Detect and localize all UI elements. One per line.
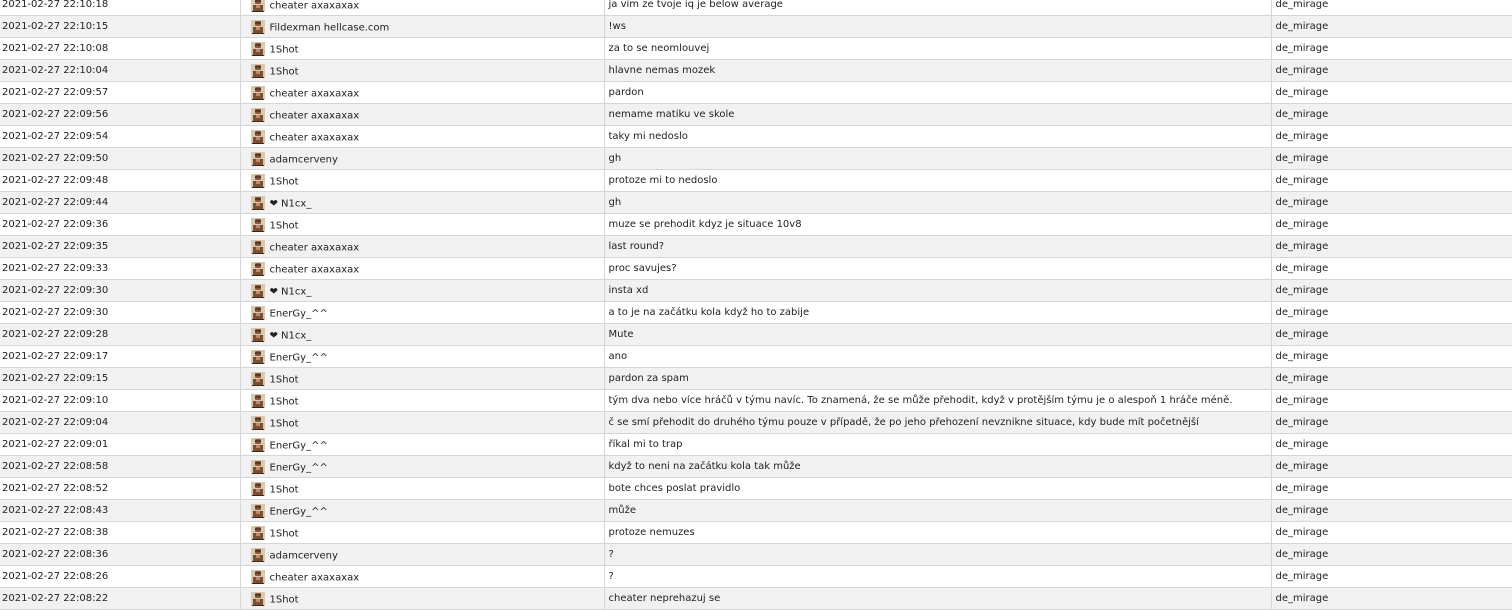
timestamp-cell: 2021-02-27 22:08:36 — [0, 544, 240, 566]
chat-row — [0, 280, 1512, 302]
map-cell: de_mirage — [1271, 456, 1512, 478]
player-cell[interactable] — [240, 38, 604, 60]
timestamp-cell: 2021-02-27 22:09:30 — [0, 280, 240, 302]
map-cell: de_mirage — [1271, 324, 1512, 346]
chat-row — [0, 60, 1512, 82]
player-avatar-icon — [251, 526, 265, 540]
timestamp-cell: 2021-02-27 22:09:44 — [0, 192, 240, 214]
player-avatar-icon — [251, 394, 265, 408]
chat-row — [0, 412, 1512, 434]
message-cell: pardon za spam — [604, 368, 1271, 390]
player-avatar-icon — [251, 438, 265, 452]
player-name: cheater axaxaxax — [269, 0, 360, 11]
player-name: EnerGy_^^ — [269, 352, 328, 363]
player-name: 1Shot — [269, 418, 299, 429]
player-avatar-icon — [251, 328, 265, 342]
chat-row — [0, 346, 1512, 368]
map-cell: de_mirage — [1271, 38, 1512, 60]
message-cell: ? — [604, 566, 1271, 588]
player-avatar-icon — [251, 174, 265, 188]
chat-row — [0, 434, 1512, 456]
player-avatar-icon — [251, 218, 265, 232]
player-cell[interactable] — [240, 214, 604, 236]
timestamp-cell: 2021-02-27 22:08:52 — [0, 478, 240, 500]
map-cell: de_mirage — [1271, 368, 1512, 390]
player-avatar-icon — [251, 284, 265, 298]
chat-row — [0, 500, 1512, 522]
player-avatar-icon — [251, 196, 265, 210]
player-cell[interactable] — [240, 236, 604, 258]
player-avatar-icon — [251, 460, 265, 474]
player-cell[interactable] — [240, 82, 604, 104]
chat-row — [0, 126, 1512, 148]
timestamp-cell: 2021-02-27 22:09:56 — [0, 104, 240, 126]
timestamp-cell: 2021-02-27 22:10:15 — [0, 16, 240, 38]
message-cell: !ws — [604, 16, 1271, 38]
player-cell[interactable] — [240, 280, 604, 302]
message-cell: ja vim ze tvoje iq je below average — [604, 0, 1271, 16]
player-avatar-icon — [251, 20, 265, 34]
timestamp-cell: 2021-02-27 22:09:01 — [0, 434, 240, 456]
map-cell: de_mirage — [1271, 566, 1512, 588]
message-cell: gh — [604, 192, 1271, 214]
player-name: adamcerveny — [269, 550, 338, 561]
timestamp-cell: 2021-02-27 22:08:22 — [0, 588, 240, 610]
map-cell: de_mirage — [1271, 302, 1512, 324]
player-avatar-icon — [251, 372, 265, 386]
map-cell: de_mirage — [1271, 126, 1512, 148]
map-cell: de_mirage — [1271, 170, 1512, 192]
message-cell: gh — [604, 148, 1271, 170]
chat-row — [0, 302, 1512, 324]
chat-row — [0, 390, 1512, 412]
map-cell: de_mirage — [1271, 346, 1512, 368]
message-cell: bote chces poslat pravidlo — [604, 478, 1271, 500]
player-cell[interactable] — [240, 60, 604, 82]
player-avatar-icon — [251, 306, 265, 320]
timestamp-cell: 2021-02-27 22:09:10 — [0, 390, 240, 412]
timestamp-cell: 2021-02-27 22:09:35 — [0, 236, 240, 258]
message-cell: může — [604, 500, 1271, 522]
chat-row — [0, 544, 1512, 566]
player-cell[interactable] — [240, 500, 604, 522]
player-avatar-icon — [251, 350, 265, 364]
map-cell: de_mirage — [1271, 192, 1512, 214]
player-avatar-icon — [251, 548, 265, 562]
map-cell: de_mirage — [1271, 236, 1512, 258]
player-name: 1Shot — [269, 594, 299, 605]
timestamp-cell: 2021-02-27 22:09:48 — [0, 170, 240, 192]
message-cell: nemame matiku ve skole — [604, 104, 1271, 126]
player-avatar-icon — [251, 42, 265, 56]
timestamp-cell: 2021-02-27 22:10:18 — [0, 0, 240, 16]
player-avatar-icon — [251, 570, 265, 584]
player-avatar-icon — [251, 240, 265, 254]
timestamp-cell: 2021-02-27 22:09:28 — [0, 324, 240, 346]
player-name: 1Shot — [269, 220, 299, 231]
player-name: cheater axaxaxax — [269, 264, 360, 275]
player-avatar-icon — [251, 592, 265, 606]
timestamp-cell: 2021-02-27 22:10:08 — [0, 38, 240, 60]
message-cell: protoze mi to nedoslo — [604, 170, 1271, 192]
player-name: 1Shot — [269, 374, 299, 385]
player-cell[interactable] — [240, 324, 604, 346]
message-cell: ? — [604, 544, 1271, 566]
player-cell[interactable] — [240, 544, 604, 566]
player-name: EnerGy_^^ — [269, 440, 328, 451]
player-cell[interactable] — [240, 16, 604, 38]
player-name: adamcerveny — [269, 154, 338, 165]
player-cell[interactable] — [240, 192, 604, 214]
map-cell: de_mirage — [1271, 82, 1512, 104]
player-cell[interactable] — [240, 126, 604, 148]
chat-row — [0, 0, 1512, 16]
player-avatar-icon — [251, 130, 265, 144]
player-name: cheater axaxaxax — [269, 88, 360, 99]
player-cell[interactable] — [240, 104, 604, 126]
player-name: Fildexman hellcase.com — [269, 22, 390, 33]
timestamp-cell: 2021-02-27 22:09:30 — [0, 302, 240, 324]
player-name: EnerGy_^^ — [269, 462, 328, 473]
player-name: 1Shot — [269, 528, 299, 539]
map-cell: de_mirage — [1271, 588, 1512, 610]
message-cell: insta xd — [604, 280, 1271, 302]
timestamp-cell: 2021-02-27 22:08:38 — [0, 522, 240, 544]
chat-row — [0, 588, 1512, 610]
player-cell[interactable] — [240, 346, 604, 368]
player-cell[interactable] — [240, 588, 604, 610]
player-avatar-icon — [251, 504, 265, 518]
player-name: ❤ N1cx_ — [269, 286, 312, 297]
map-cell: de_mirage — [1271, 60, 1512, 82]
timestamp-cell: 2021-02-27 22:09:36 — [0, 214, 240, 236]
map-cell: de_mirage — [1271, 104, 1512, 126]
timestamp-cell: 2021-02-27 22:09:57 — [0, 82, 240, 104]
player-name: 1Shot — [269, 396, 299, 407]
chat-row — [0, 478, 1512, 500]
player-name: 1Shot — [269, 176, 299, 187]
player-cell[interactable] — [240, 390, 604, 412]
player-name: EnerGy_^^ — [269, 506, 328, 517]
player-name: cheater axaxaxax — [269, 242, 360, 253]
player-avatar-icon — [251, 108, 265, 122]
chat-row — [0, 82, 1512, 104]
timestamp-cell: 2021-02-27 22:09:33 — [0, 258, 240, 280]
player-name: 1Shot — [269, 44, 299, 55]
player-avatar-icon — [251, 416, 265, 430]
player-cell[interactable] — [240, 368, 604, 390]
map-cell: de_mirage — [1271, 390, 1512, 412]
map-cell: de_mirage — [1271, 412, 1512, 434]
player-cell[interactable] — [240, 0, 604, 16]
message-cell: tým dva nebo více hráčů v týmu navíc. To znamená, že se může přehodit, když v protějším týmu je o alespoň 1 hráče méně. — [604, 390, 1271, 412]
message-cell: pardon — [604, 82, 1271, 104]
chat-row — [0, 38, 1512, 60]
player-avatar-icon — [251, 152, 265, 166]
player-cell[interactable] — [240, 148, 604, 170]
map-cell: de_mirage — [1271, 16, 1512, 38]
message-cell: ano — [604, 346, 1271, 368]
chat-row — [0, 368, 1512, 390]
player-name: 1Shot — [269, 66, 299, 77]
player-cell[interactable] — [240, 258, 604, 280]
timestamp-cell: 2021-02-27 22:08:43 — [0, 500, 240, 522]
player-name: cheater axaxaxax — [269, 110, 360, 121]
timestamp-cell: 2021-02-27 22:09:15 — [0, 368, 240, 390]
timestamp-cell: 2021-02-27 22:09:50 — [0, 148, 240, 170]
message-cell: č se smí přehodit do druhého týmu pouze v případě, že po jeho přehození nevznikne situace, kdy bude mít početnější — [604, 412, 1271, 434]
message-cell: za to se neomlouvej — [604, 38, 1271, 60]
chat-row — [0, 236, 1512, 258]
map-cell: de_mirage — [1271, 522, 1512, 544]
map-cell: de_mirage — [1271, 500, 1512, 522]
player-name: EnerGy_^^ — [269, 308, 328, 319]
chat-row — [0, 258, 1512, 280]
player-cell[interactable] — [240, 412, 604, 434]
chat-row — [0, 192, 1512, 214]
map-cell: de_mirage — [1271, 478, 1512, 500]
chat-row — [0, 148, 1512, 170]
player-avatar-icon — [251, 64, 265, 78]
chat-row — [0, 566, 1512, 588]
timestamp-cell: 2021-02-27 22:08:26 — [0, 566, 240, 588]
message-cell: protoze nemuzes — [604, 522, 1271, 544]
player-cell[interactable] — [240, 170, 604, 192]
chat-row — [0, 16, 1512, 38]
map-cell: de_mirage — [1271, 258, 1512, 280]
map-cell: de_mirage — [1271, 214, 1512, 236]
player-avatar-icon — [251, 0, 265, 12]
chat-row — [0, 324, 1512, 346]
timestamp-cell: 2021-02-27 22:10:04 — [0, 60, 240, 82]
player-avatar-icon — [251, 482, 265, 496]
player-cell[interactable] — [240, 566, 604, 588]
message-cell: muze se prehodit kdyz je situace 10v8 — [604, 214, 1271, 236]
message-cell: last round? — [604, 236, 1271, 258]
map-cell: de_mirage — [1271, 544, 1512, 566]
map-cell: de_mirage — [1271, 434, 1512, 456]
chat-row — [0, 104, 1512, 126]
chat-row — [0, 456, 1512, 478]
player-cell[interactable] — [240, 302, 604, 324]
player-cell[interactable] — [240, 522, 604, 544]
player-name: 1Shot — [269, 484, 299, 495]
timestamp-cell: 2021-02-27 22:08:58 — [0, 456, 240, 478]
message-cell: Mute — [604, 324, 1271, 346]
message-cell: taky mi nedoslo — [604, 126, 1271, 148]
map-cell: de_mirage — [1271, 0, 1512, 16]
player-cell[interactable] — [240, 434, 604, 456]
message-cell: hlavne nemas mozek — [604, 60, 1271, 82]
map-cell: de_mirage — [1271, 280, 1512, 302]
map-cell: de_mirage — [1271, 148, 1512, 170]
chat-row — [0, 522, 1512, 544]
player-name: ❤ N1cx_ — [269, 198, 312, 209]
player-avatar-icon — [251, 262, 265, 276]
message-cell: říkal mi to trap — [604, 434, 1271, 456]
player-avatar-icon — [251, 86, 265, 100]
chat-row — [0, 214, 1512, 236]
chat-row — [0, 170, 1512, 192]
message-cell: a to je na začátku kola když ho to zabije — [604, 302, 1271, 324]
player-name: cheater axaxaxax — [269, 132, 360, 143]
message-cell: cheater neprehazuj se — [604, 588, 1271, 610]
player-name: ❤ N1cx_ — [269, 330, 312, 341]
player-name: cheater axaxaxax — [269, 572, 360, 583]
message-cell: když to neni na začátku kola tak může — [604, 456, 1271, 478]
timestamp-cell: 2021-02-27 22:09:54 — [0, 126, 240, 148]
player-cell[interactable] — [240, 456, 604, 478]
message-cell: proc savujes? — [604, 258, 1271, 280]
timestamp-cell: 2021-02-27 22:09:17 — [0, 346, 240, 368]
player-cell[interactable] — [240, 478, 604, 500]
timestamp-cell: 2021-02-27 22:09:04 — [0, 412, 240, 434]
